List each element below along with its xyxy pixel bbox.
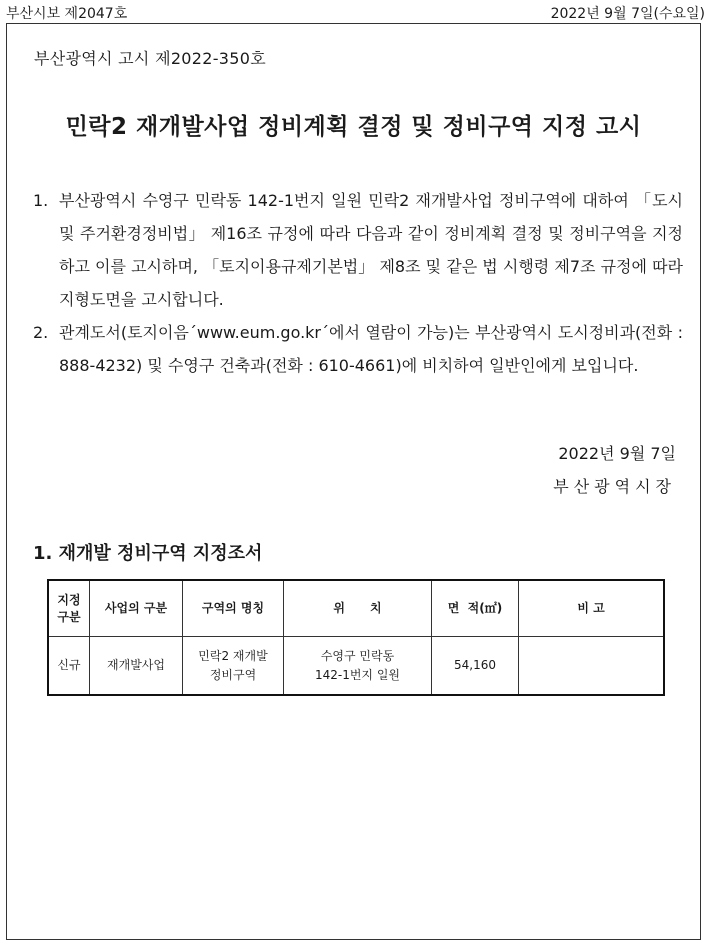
notice-date: 2022년 9월 7일 — [558, 444, 676, 463]
column-header: 위 치 — [284, 580, 432, 637]
column-header: 지정 구분 — [48, 580, 90, 637]
table-cell: 신규 — [48, 637, 90, 696]
paragraph-text: 부산광역시 수영구 민락동 142-1번지 일원 민락2 재개발사업 정비구역에 대하여 「도시 및 주거환경정비법」 제16조 규정에 따라 다음과 같이 정비계획 결정 및 정비구역을 지정하고 이를 고시하며, 「토지이용규제기본법」 제8조 및 같은 법 시행령 제7조 규정에 따라 지형도면을 고시합니다. — [59, 191, 683, 309]
table-header-row — [48, 580, 664, 637]
paragraph — [33, 316, 683, 382]
table-cell: 민락2 재개발 정비구역 — [183, 637, 284, 696]
section-title: 1. 재개발 정비구역 지정조서 — [33, 543, 263, 564]
designation-table — [47, 579, 665, 696]
notice-frame — [6, 23, 701, 940]
paragraph-number: 1. — [33, 191, 49, 210]
column-header: 비 고 — [519, 580, 665, 637]
table-row — [48, 637, 664, 696]
notice-number: 부산광역시 고시 제2022-350호 — [34, 49, 267, 68]
column-header: 사업의 구분 — [90, 580, 183, 637]
notice-title: 민락2 재개발사업 정비계획 결정 및 정비구역 지정 고시 — [65, 114, 642, 140]
table-cell: 54,160 — [432, 637, 519, 696]
paragraph — [33, 184, 683, 316]
issue-date: 2022년 9월 7일(수요일) — [550, 6, 705, 22]
table-cell: 수영구 민락동 142-1번지 일원 — [284, 637, 432, 696]
notice-issuer: 부산광역시장 — [553, 477, 676, 496]
column-header: 면 적(㎡) — [432, 580, 519, 637]
table-cell: 재개발사업 — [90, 637, 183, 696]
paragraph-number: 2. — [33, 323, 49, 342]
table-cell — [519, 637, 665, 696]
column-header: 구역의 명칭 — [183, 580, 284, 637]
paragraph-text: 관계도서(토지이음´www.eum.go.kr´에서 열람이 가능)는 부산광역시 도시정비과(전화 : 888-4232) 및 수영구 건축과(전화 : 610-4661)에 비치하여 일반인에게 보입니다. — [59, 323, 683, 375]
gazette-number: 부산시보 제2047호 — [6, 6, 128, 22]
notice-body — [33, 184, 683, 382]
